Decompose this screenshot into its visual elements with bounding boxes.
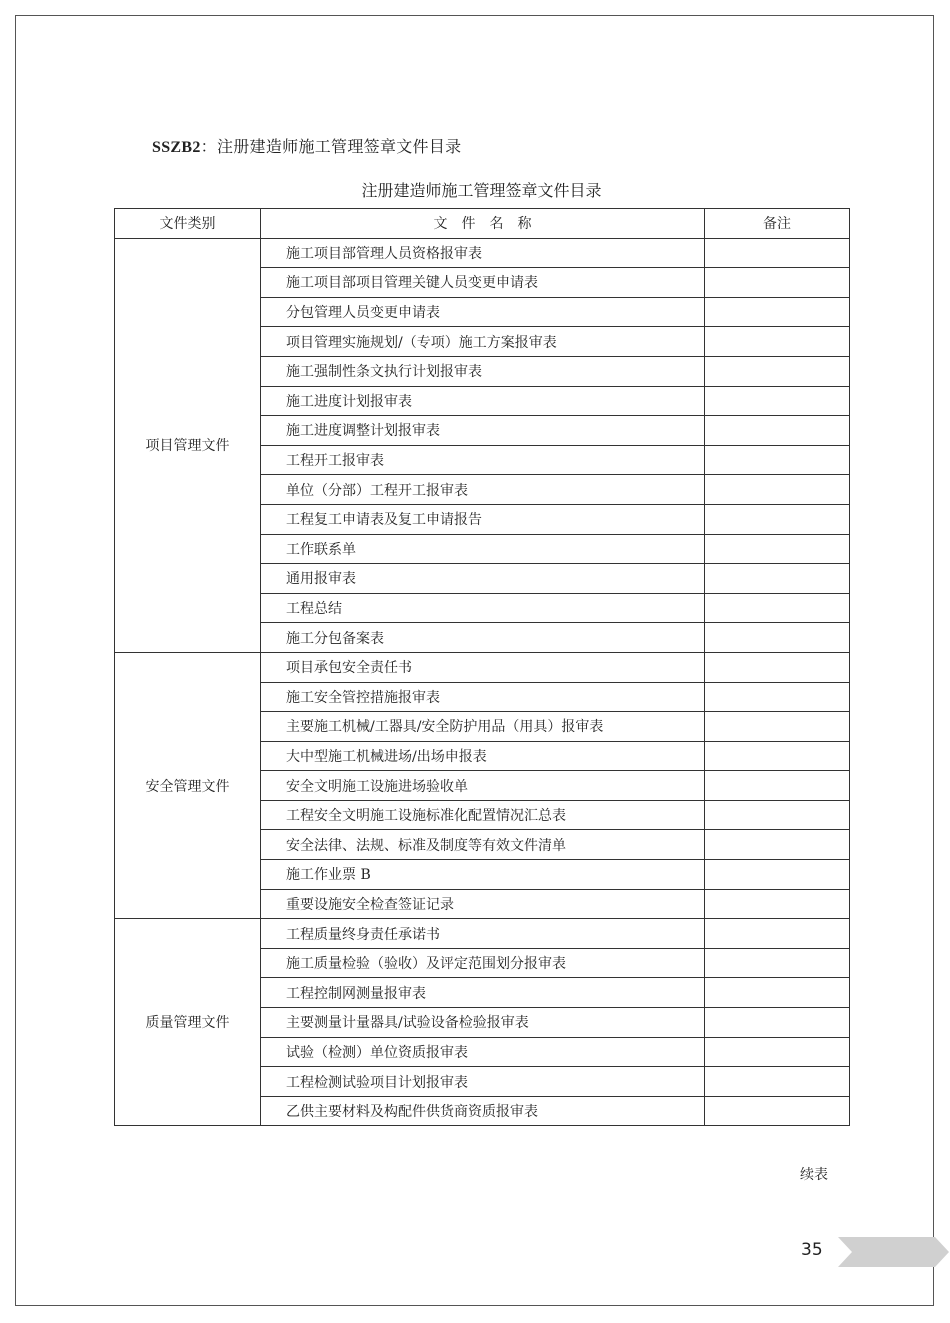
document-catalog-table: [114, 208, 850, 1126]
remarks-cell: [705, 327, 850, 357]
column-header-remarks: 备注: [705, 209, 850, 239]
category-cell: 安全管理文件: [115, 652, 261, 918]
column-header-category: 文件类别: [115, 209, 261, 239]
document-name-cell: 项目承包安全责任书: [261, 652, 705, 682]
category-cell: 质量管理文件: [115, 919, 261, 1126]
document-name-cell: 主要施工机械/工器具/安全防护用品（用具）报审表: [261, 712, 705, 742]
document-name-cell: 安全法律、法规、标准及制度等有效文件清单: [261, 830, 705, 860]
remarks-cell: [705, 741, 850, 771]
document-name-cell: 施工项目部项目管理关键人员变更申请表: [261, 268, 705, 298]
page-tab-arrow-icon: [838, 1237, 949, 1267]
remarks-cell: [705, 593, 850, 623]
page-number: 35: [801, 1240, 823, 1260]
document-name-cell: 试验（检测）单位资质报审表: [261, 1037, 705, 1067]
document-name-cell: 施工质量检验（验收）及评定范围划分报审表: [261, 948, 705, 978]
document-name-cell: 施工安全管控措施报审表: [261, 682, 705, 712]
remarks-cell: [705, 1096, 850, 1126]
remarks-cell: [705, 800, 850, 830]
table-row: [115, 238, 850, 268]
table-title: 注册建造师施工管理签章文件目录: [361, 181, 602, 200]
remarks-cell: [705, 1067, 850, 1097]
remarks-cell: [705, 416, 850, 446]
document-name-cell: 安全文明施工设施进场验收单: [261, 771, 705, 801]
document-name-cell: 工程控制网测量报审表: [261, 978, 705, 1008]
document-name-cell: 工程检测试验项目计划报审表: [261, 1067, 705, 1097]
document-name-cell: 大中型施工机械进场/出场申报表: [261, 741, 705, 771]
document-name-cell: 施工进度计划报审表: [261, 386, 705, 416]
table-body: [115, 238, 850, 1126]
table-row: [115, 919, 850, 949]
heading-text: 注册建造师施工管理签章文件目录: [216, 137, 462, 156]
document-name-cell: 工程安全文明施工设施标准化配置情况汇总表: [261, 800, 705, 830]
document-name-cell: 重要设施安全检查签证记录: [261, 889, 705, 919]
remarks-cell: [705, 1037, 850, 1067]
document-name-cell: 工程开工报审表: [261, 445, 705, 475]
remarks-cell: [705, 712, 850, 742]
continued-label: 续表: [800, 1167, 828, 1183]
document-name-cell: 工作联系单: [261, 534, 705, 564]
remarks-cell: [705, 919, 850, 949]
remarks-cell: [705, 948, 850, 978]
document-name-cell: 工程质量终身责任承诺书: [261, 919, 705, 949]
document-name-cell: 施工强制性条文执行计划报审表: [261, 356, 705, 386]
remarks-cell: [705, 297, 850, 327]
document-name-cell: 单位（分部）工程开工报审表: [261, 475, 705, 505]
remarks-cell: [705, 978, 850, 1008]
document-heading: [152, 134, 461, 157]
document-name-cell: 分包管理人员变更申请表: [261, 297, 705, 327]
heading-separator: ：: [200, 137, 217, 156]
document-name-cell: 施工项目部管理人员资格报审表: [261, 238, 705, 268]
remarks-cell: [705, 475, 850, 505]
document-name-cell: 项目管理实施规划/（专项）施工方案报审表: [261, 327, 705, 357]
remarks-cell: [705, 652, 850, 682]
document-name-cell: 施工作业票 B: [261, 860, 705, 890]
remarks-cell: [705, 1008, 850, 1038]
remarks-cell: [705, 771, 850, 801]
column-header-name: 文 件 名 称: [261, 209, 705, 239]
document-name-cell: 施工分包备案表: [261, 623, 705, 653]
remarks-cell: [705, 445, 850, 475]
document-name-cell: 乙供主要材料及构配件供货商资质报审表: [261, 1096, 705, 1126]
remarks-cell: [705, 504, 850, 534]
heading-code: SSZB2: [152, 139, 201, 156]
remarks-cell: [705, 238, 850, 268]
remarks-cell: [705, 386, 850, 416]
table-row: [115, 652, 850, 682]
remarks-cell: [705, 860, 850, 890]
remarks-cell: [705, 830, 850, 860]
document-name-cell: 工程总结: [261, 593, 705, 623]
document-name-cell: 施工进度调整计划报审表: [261, 416, 705, 446]
remarks-cell: [705, 623, 850, 653]
document-name-cell: 工程复工申请表及复工申请报告: [261, 504, 705, 534]
remarks-cell: [705, 564, 850, 594]
remarks-cell: [705, 356, 850, 386]
remarks-cell: [705, 889, 850, 919]
remarks-cell: [705, 682, 850, 712]
document-name-cell: 通用报审表: [261, 564, 705, 594]
table-header-row: [115, 209, 850, 239]
document-name-cell: 主要测量计量器具/试验设备检验报审表: [261, 1008, 705, 1038]
remarks-cell: [705, 268, 850, 298]
category-cell: 项目管理文件: [115, 238, 261, 652]
remarks-cell: [705, 534, 850, 564]
